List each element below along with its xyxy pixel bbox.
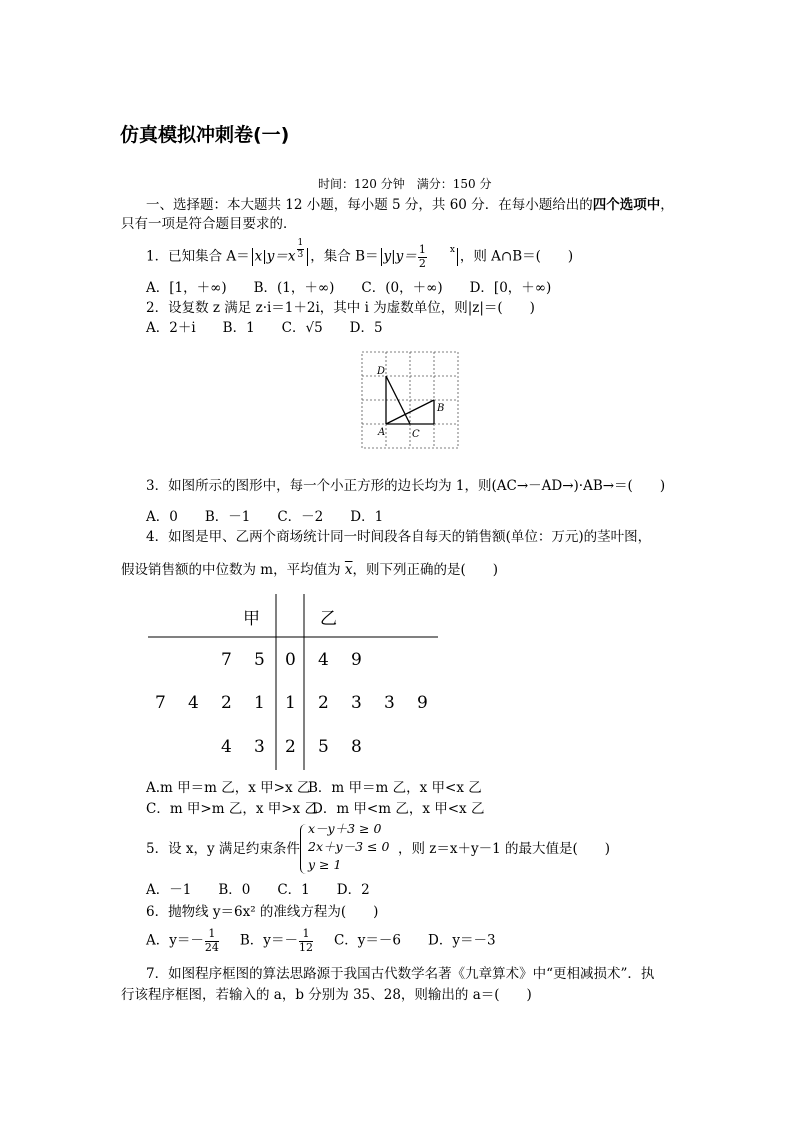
q6-opt-a: A．y＝－ [146,932,204,949]
question-3-stem: 3．如图所示的图形中，每一个小正方形的边长均为 1，则(AC→－AD→)·AB→＝( ) [146,478,666,494]
left-brace [300,824,307,874]
set-brace-close-b [457,248,458,266]
section-intro-line2: 只有一项是符合题目要求的． [121,216,297,232]
stem-leaf-plot [145,592,445,772]
q1-stem-a: 1．已知集合 A＝ [146,248,250,265]
q4-xbar: $\overline{x}$ [344,562,353,578]
question-5-options: A．－1 B．0 C．1 D．2 [146,882,370,898]
question-4-option-b: B．m 甲＝m 乙，x 甲<x 乙 [308,780,482,796]
question-5-stem-b: ，则 z＝x＋y－1 的最大值是( ) [398,841,611,857]
stem-leaf-head-left: 甲 [243,609,260,629]
question-6-stem: 6．抛物线 y＝6x² 的准线方程为( ) [146,904,379,920]
constraint-2: 2x＋y－3 ≤ 0 [308,839,390,854]
leaf-right: 3 [351,693,362,713]
leaf-right: 3 [384,693,395,713]
question-2-stem: 2．设复数 z 满足 z·i＝1＋2i，其中 i 为虚数单位，则|z|＝( ) [146,300,535,316]
q6-opt-b-frac: $\frac{1}{12}$ [298,927,313,954]
question-7-line1: 7．如图程序框图的算法思路源于我国古代数学名著《九章算术》中“更相减损术”．执 [146,966,655,982]
leaf-left: 3 [254,737,265,757]
leaf-right: 9 [351,650,362,670]
question-6-options [146,928,496,954]
q1-fraction: $\frac{1}{2}$ [418,243,426,270]
q6-opt-cd: C．y＝－6 D．y＝－3 [333,932,496,949]
stem-value: 2 [285,737,296,757]
leaf-right: 2 [318,693,329,713]
vector-grid-figure [361,351,459,449]
question-1-stem [146,238,574,270]
point-label-a: A [378,427,386,438]
leaf-right: 5 [318,737,329,757]
q1-stem-c: ，则 A∩B＝( ) [459,248,574,265]
leaf-left: 2 [221,693,232,713]
leaf-left: 7 [155,693,166,713]
q1-stem-b: ，集合 B＝ [310,248,379,265]
stem-value: 0 [285,650,296,670]
constraint-1: x－y＋3 ≥ 0 [308,821,382,836]
leaf-left: 7 [221,650,232,670]
q1-set-b: y|y＝ [383,248,417,265]
point-label-d: D [377,366,386,377]
q4-line2-a: 假设销售额的中位数为 m，平均值为 [121,562,345,578]
leaf-right: 4 [318,650,329,670]
section-intro-a: 一、选择题：本大题共 12 小题，每小题 5 分，共 60 分．在每小题给出的 [146,197,593,213]
section-intro [146,197,674,213]
section-intro-c: ， [660,197,674,213]
leaf-left: 1 [254,693,265,713]
question-2-options: A．2＋i B．1 C．√5 D．5 [146,320,383,336]
q1-set-a: x|y＝x [254,248,296,265]
point-label-c: C [412,429,420,440]
leaf-right: 9 [417,693,428,713]
set-brace-open-b [381,248,382,266]
section-intro-bold: 四个选项中 [592,197,661,213]
question-4-line2 [121,562,498,578]
q6-opt-b: B．y＝－ [239,932,298,949]
question-3-options: A．0 B．－1 C．－2 D．1 [146,509,384,525]
question-5-stem-a: 5．设 x，y 满足约束条件 [146,841,300,857]
question-1-options: A．[1，＋∞) B．(1，＋∞) C．(0，＋∞) D．[0，＋∞) [146,280,552,296]
q6-opt-a-frac: $\frac{1}{24}$ [204,927,219,954]
point-label-b: B [437,403,445,414]
stem-leaf-head-right: 乙 [320,609,337,629]
leaf-left: 4 [221,737,232,757]
leaf-left: 4 [188,693,199,713]
q4-line2-b: ，则下列正确的是( ) [352,562,499,578]
stem-value: 1 [285,693,296,713]
exam-meta: 时间：120 分钟 满分：150 分 [318,177,492,191]
constraint-3: y ≥ 1 [308,857,342,872]
question-4-option-d: D．m 甲<m 乙，x 甲<x 乙 [312,801,485,817]
leaf-left: 5 [254,650,265,670]
page-title: 仿真模拟冲刺卷(一) [120,124,290,146]
set-brace-open [252,248,253,266]
question-4-option-a: A.m 甲＝m 乙，x 甲>x 乙 [146,780,311,796]
question-4-line1: 4．如图是甲、乙两个商场统计同一时间段各自每天的销售额(单位：万元)的茎叶图， [146,529,652,545]
question-7-line2: 行该程序框图，若输入的 a，b 分别为 35、28，则输出的 a＝( ) [121,987,532,1003]
q1-exp-x: x [449,244,455,255]
question-4-option-c: C．m 甲>m 乙，x 甲>x 乙 [146,801,318,817]
leaf-right: 8 [351,737,362,757]
set-brace-close [307,248,308,266]
q1-exponent: $\frac{1}{3}$ [297,238,304,260]
